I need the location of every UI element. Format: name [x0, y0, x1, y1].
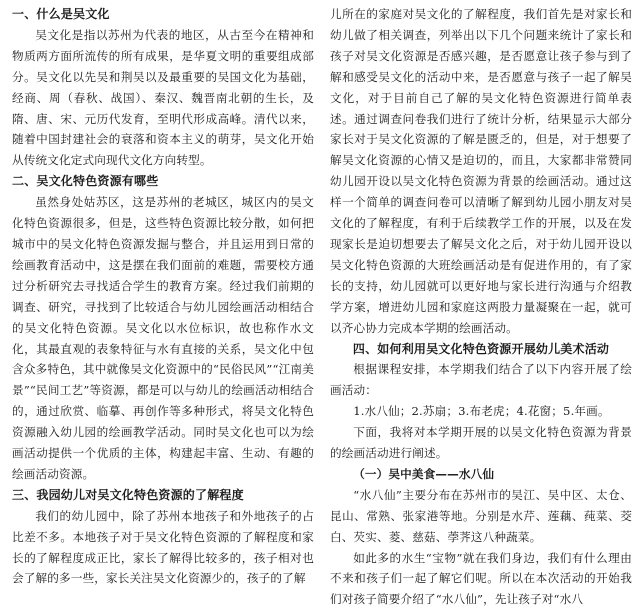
paragraph-water-eight-activity: 如此多的水生“宝物”就在我们身边，我们有什么理由不来和孩子们一起了解它们呢。所以在本次活动的开始我们对孩子简要介绍了“水八仙”，先让孩子对“水八 [330, 550, 632, 607]
paragraph-course-arrangement: 根据课程安排，本学期我们结合了以下内容开展了绘画活动： [330, 362, 632, 398]
subsection-heading-water-eight: （一）吴中美食——水八仙 [353, 466, 495, 481]
paragraph-description-intro: 下面，我将对本学期开展的以吴文化特色资源为背景的绘画活动进行阐述。 [330, 425, 632, 461]
left-column [12, 4, 314, 589]
right-column [330, 4, 632, 610]
section-heading-2: 二、吴文化特色资源有哪些 [12, 174, 159, 189]
section-heading-4: 四、如何利用吴文化特色资源开展幼儿美术活动 [352, 341, 610, 356]
paragraph-water-eight-distribution: “水八仙”主要分布在苏州市的吴江、吴中区、太仓、昆山、常熟、张家港等地。分别是水芹、莲藕、莼菜、茭白、芡实、菱、慈菇、荸荠这八种蔬菜。 [330, 487, 632, 544]
paragraph-wu-culture-definition: 吴文化是指以苏州为代表的地区，从古至今在精神和物质两方面所流传的所有成果，是华夏文明的重要组成部分。吴文化以先吴和荆吴以及最重要的吴国文化为基础，经商、周（春秋、战国）、秦汉、魏晋南北朝的生长，及隋、唐、宋、元历代发育，至明代形成高峰。清代以来，随着中国封建社会的衰落和资本主义的萌芽，吴文化开始从传统文化定式向现代文化方向转型。 [12, 27, 314, 168]
section-heading-3: 三、我园幼儿对吴文化特色资源的了解程度 [12, 487, 244, 502]
section-heading-1: 一、什么是吴文化 [12, 7, 110, 21]
paragraph-wu-culture-resources: 虽然身处姑苏区，这是苏州的老城区，城区内的吴文化特色资源很多，但是，这些特色资源比较分散，如何把城市中的吴文化特色资源发掘与整合，并且运用到日常的绘画教育活动中，这是摆在我们面前的难题，需要校方通过分析研究去寻找适合学生的教育方案。经过我们前期的调查、研究，寻找到了比较适合与幼儿园绘画活动相结合的吴文化特色资源。吴文化以水位标识，故也称作水文化，其最直观的表象特征与水有直接的关系，吴文化中包含众多特色，其中就像吴文化资源中的“民俗民风”“江南美景”“民间工艺”等资源，都是可以与幼儿的绘画活动相结合的，通过欣赏、临摹、再创作等多种形式，将吴文化特色资源融入幼儿园的绘画教学活动。同时吴文化也可以为绘画活动提供一个优质的主体，构建起丰富、生动、有趣的绘画活动资源。 [12, 195, 314, 481]
paragraph-activity-list: 1.水八仙；2.苏扇；3.布老虎；4.花窗；5.年画。 [353, 404, 610, 419]
paragraph-children-understanding: 我们的幼儿园中，除了苏州本地孩子和外地孩子的占比差不多。本地孩子对于吴文化特色资源的了解程度和家长的了解程度成正比，家长了解得比较多的，孩子相对也会了解的多一些，家长关注吴文化资源少的，孩子的了解 [12, 508, 314, 586]
paragraph-survey-continued: 儿所在的家庭对吴文化的了解程度，我们首先是对家长和幼儿做了相关调查，列举出以下几个问题来统计了家长和孩子对吴文化资源是否感兴趣，是否愿意让孩子参与到了解和感受吴文化的活动中来，是否愿意与孩子一起了解吴文化，对于目前自己了解的吴文化特色资源进行简单表述。通过调查问卷我们进行了统计分析，结果显示大部分家长对于吴文化资源的了解是匮乏的，但是，对于想要了解吴文化资源的心情又是迫切的，而且，大家都非常赞同幼儿园开设以吴文化特色资源为背景的绘画活动。通过这样一个简单的调查问卷可以清晰了解到幼儿园小朋友对吴文化的了解程度，有利于后续教学工作的开展，以及在发现家长是迫切想要去了解吴文化之后，对于幼儿园开设以吴文化特色资源的大班绘画活动是有促进作用的，有了家长的支持，幼儿园就可以更好地与家长进行沟通与介绍教学方案，增进幼儿园和家庭这两股力量凝聚在一起，就可以齐心协力完成本学期的绘画活动。 [330, 7, 632, 335]
